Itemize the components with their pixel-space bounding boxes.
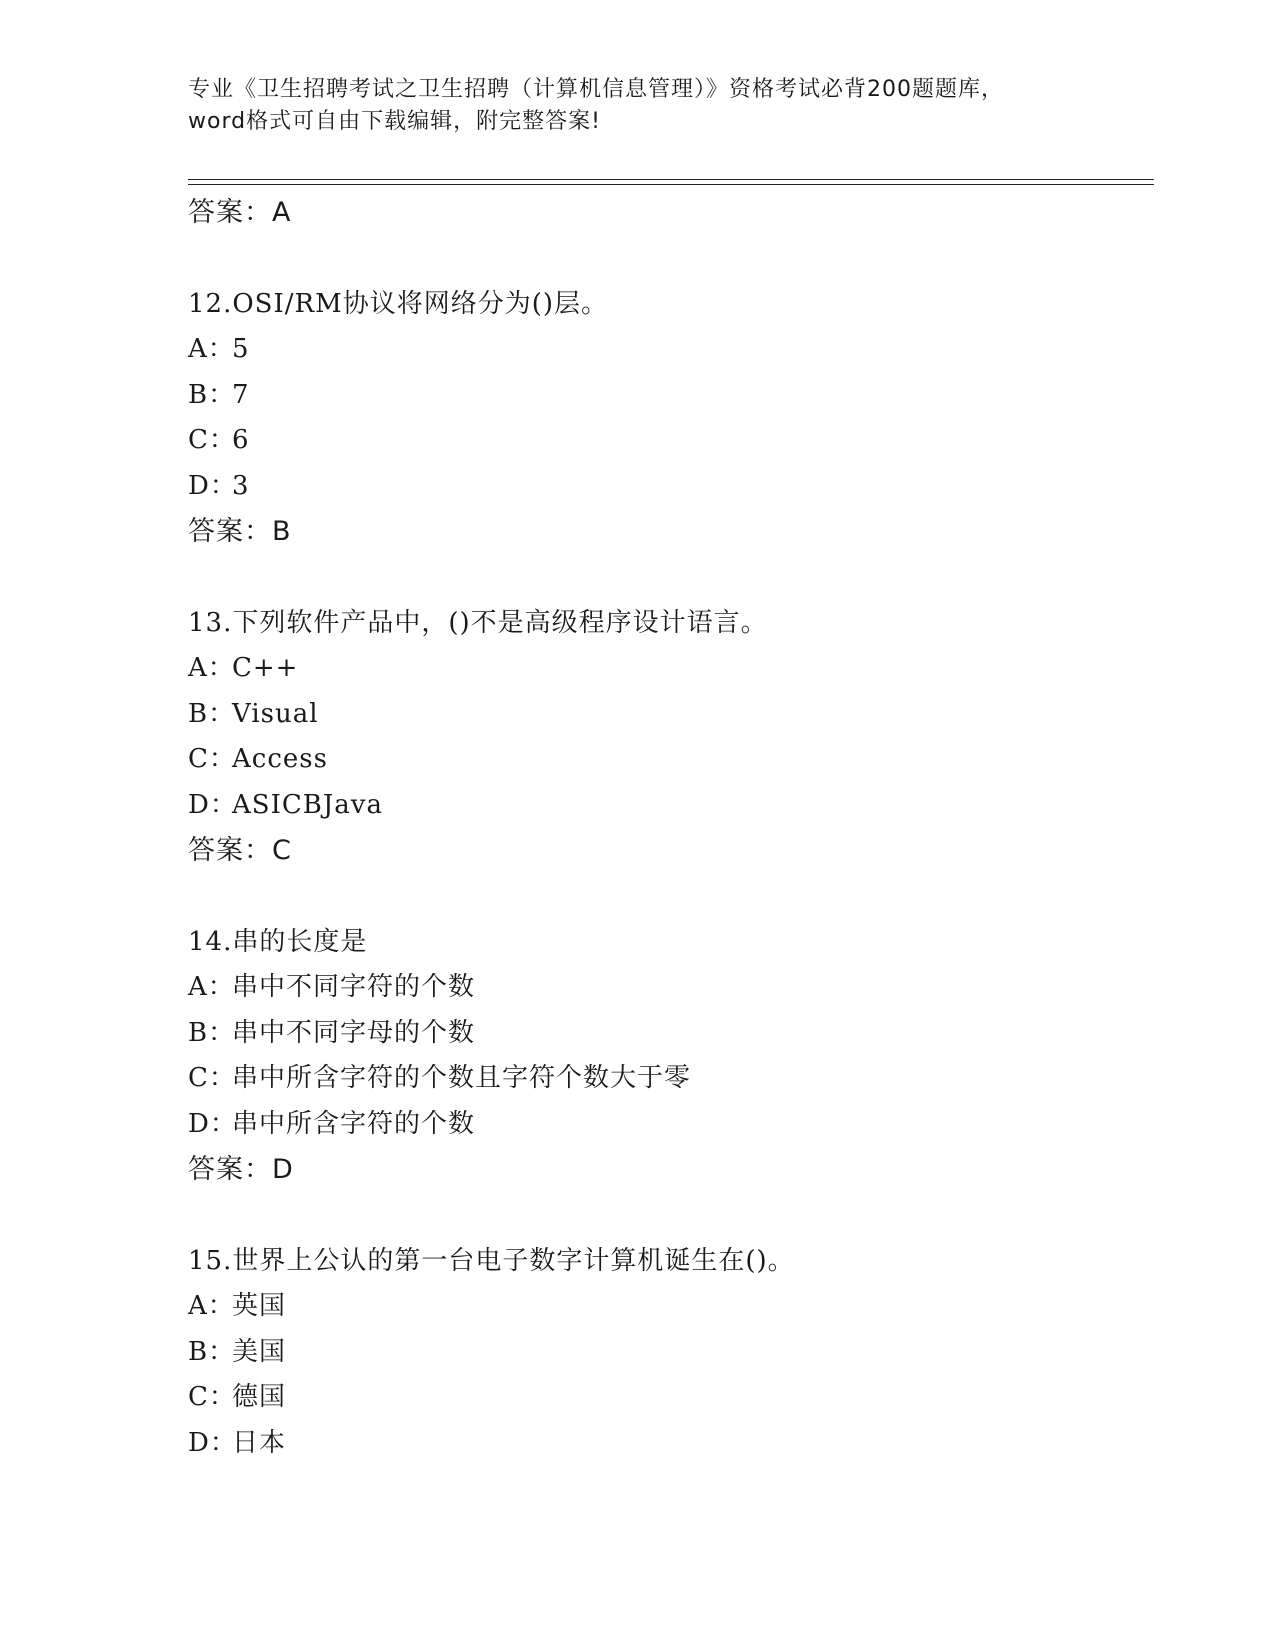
option-a — [188, 1284, 1148, 1330]
option-text: 串中所含字符的个数 — [232, 1108, 476, 1139]
option-key: C： — [188, 1382, 236, 1412]
option-text: 串中不同字符的个数 — [232, 972, 476, 1002]
spacer — [188, 1193, 1148, 1239]
option-text: 6 — [232, 425, 250, 455]
question-stem: 12.OSI/RM协议将网络分为()层。 — [188, 288, 608, 319]
option-text: 德国 — [232, 1382, 287, 1412]
option-key: D： — [188, 1427, 237, 1458]
option-key: C： — [188, 744, 236, 774]
option-b — [188, 1011, 1148, 1057]
spacer — [188, 555, 1148, 601]
option-c — [188, 1056, 1148, 1102]
option-key: C： — [188, 1063, 236, 1093]
option-text: 英国 — [232, 1291, 287, 1321]
option-b — [188, 1330, 1148, 1376]
option-key: D： — [188, 1108, 237, 1139]
answer: 答案：B — [188, 516, 292, 547]
option-text: Access — [232, 744, 328, 774]
question-15 — [188, 1239, 1148, 1467]
option-key: D： — [188, 789, 237, 820]
option-d — [188, 464, 1148, 510]
option-key: C： — [188, 425, 236, 455]
option-key: B： — [188, 1336, 236, 1367]
option-key: D： — [188, 470, 237, 501]
option-key: A： — [188, 334, 235, 364]
previous-answer: 答案：A — [188, 197, 292, 228]
option-key: A： — [188, 1291, 235, 1321]
option-key: B： — [188, 1017, 236, 1048]
option-text: 串中所含字符的个数且字符个数大于零 — [232, 1063, 692, 1093]
header-rule-bottom — [188, 184, 1154, 185]
spacer — [188, 874, 1148, 920]
option-key: B： — [188, 379, 236, 410]
option-c — [188, 1375, 1148, 1421]
option-d — [188, 1102, 1148, 1148]
option-key: B： — [188, 698, 236, 729]
question-13 — [188, 601, 1148, 874]
document-header — [188, 74, 1108, 138]
answer: 答案：D — [188, 1154, 294, 1185]
option-a — [188, 327, 1148, 373]
question-stem: 14.串的长度是 — [188, 926, 368, 957]
option-text: 5 — [232, 334, 250, 364]
question-stem: 13.下列软件产品中，()不是高级程序设计语言。 — [188, 607, 768, 638]
option-key: A： — [188, 653, 235, 683]
option-text: 日本 — [232, 1427, 287, 1458]
option-c — [188, 418, 1148, 464]
option-text: 3 — [232, 470, 250, 501]
option-a — [188, 646, 1148, 692]
question-list — [188, 190, 1148, 1466]
header-line-2: word格式可自由下载编辑，附完整答案! — [188, 109, 601, 134]
header-rule-top — [188, 179, 1154, 180]
option-c — [188, 737, 1148, 783]
option-d — [188, 1421, 1148, 1467]
option-text: 7 — [232, 379, 250, 410]
option-b — [188, 692, 1148, 738]
question-stem: 15.世界上公认的第一台电子数字计算机诞生在()。 — [188, 1245, 795, 1276]
option-text: 串中不同字母的个数 — [232, 1017, 476, 1048]
question-14 — [188, 920, 1148, 1193]
option-b — [188, 373, 1148, 419]
header-line-1: 专业《卫生招聘考试之卫生招聘（计算机信息管理）》资格考试必背200题题库， — [188, 77, 1004, 102]
question-12 — [188, 282, 1148, 555]
option-text: 美国 — [232, 1336, 287, 1367]
option-text: C++ — [232, 653, 299, 683]
option-key: A： — [188, 972, 235, 1002]
answer: 答案：C — [188, 835, 292, 866]
option-a — [188, 965, 1148, 1011]
option-text: ASICBJava — [232, 789, 383, 820]
spacer — [188, 236, 1148, 282]
option-d — [188, 783, 1148, 829]
option-text: Visual — [232, 698, 319, 729]
